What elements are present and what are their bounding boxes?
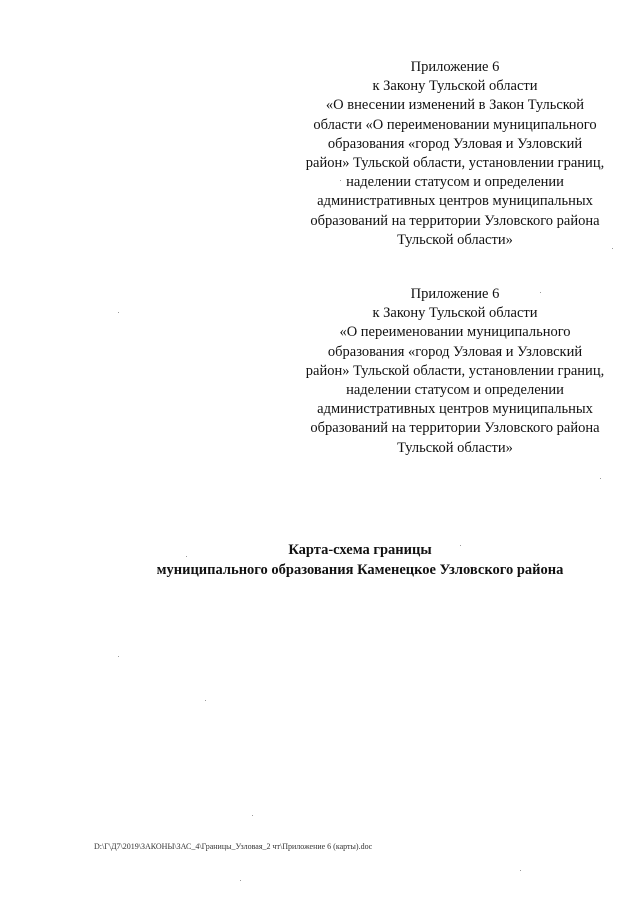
scan-speck (540, 292, 541, 293)
scan-speck (252, 815, 253, 816)
appendix-line: Тульской области» (397, 231, 513, 248)
map-title (0, 541, 640, 580)
appendix-line: район» Тульской области, установлении границ, (305, 155, 605, 172)
appendix-line: наделении статусом и определении (346, 174, 564, 191)
appendix-line: «О внесении изменений в Закон Тульской (325, 97, 585, 114)
scan-speck (612, 248, 613, 249)
appendix-line: образования «город Узловая и Узловский (327, 135, 583, 152)
scan-speck (600, 478, 601, 479)
footer-file-path: D:\Г\Д7\2019\ЗАКОНЫ\ЗАС_4\Границы_Узловая_2 чт\Приложение 6 (карты).doc (94, 842, 373, 851)
scan-speck (118, 656, 119, 657)
appendix-line: образований на территории Узловского района (310, 420, 600, 437)
scan-speck (240, 880, 241, 881)
appendix-header-original (285, 285, 625, 458)
map-title-line-2: муниципального образования Каменецкое Узловского района (156, 561, 564, 578)
scan-speck (205, 700, 206, 701)
appendix-line: административных центров муниципальных (317, 193, 593, 210)
appendix-line: к Закону Тульской области (372, 78, 538, 95)
appendix-line: Тульской области» (397, 439, 513, 456)
scan-speck (118, 312, 119, 313)
map-title-line-1: Карта-схема границы (288, 542, 432, 558)
appendix-line: образования «город Узловая и Узловский (327, 343, 583, 360)
appendix-header-amendment (285, 58, 625, 250)
scan-speck (186, 556, 187, 557)
scan-speck (340, 180, 341, 181)
appendix-line: наделении статусом и определении (346, 382, 564, 399)
appendix-line: «О переименовании муниципального (339, 324, 571, 341)
appendix-line: район» Тульской области, установлении границ, (305, 362, 605, 379)
scan-speck (460, 545, 461, 546)
appendix-line: области «О переименовании муниципального (313, 116, 597, 133)
appendix-line: административных центров муниципальных (317, 401, 593, 418)
scan-speck (520, 870, 521, 871)
appendix-line: образований на территории Узловского района (310, 212, 600, 229)
appendix-line: Приложение 6 (410, 59, 500, 75)
appendix-line: Приложение 6 (410, 286, 500, 302)
appendix-line: к Закону Тульской области (372, 305, 538, 322)
